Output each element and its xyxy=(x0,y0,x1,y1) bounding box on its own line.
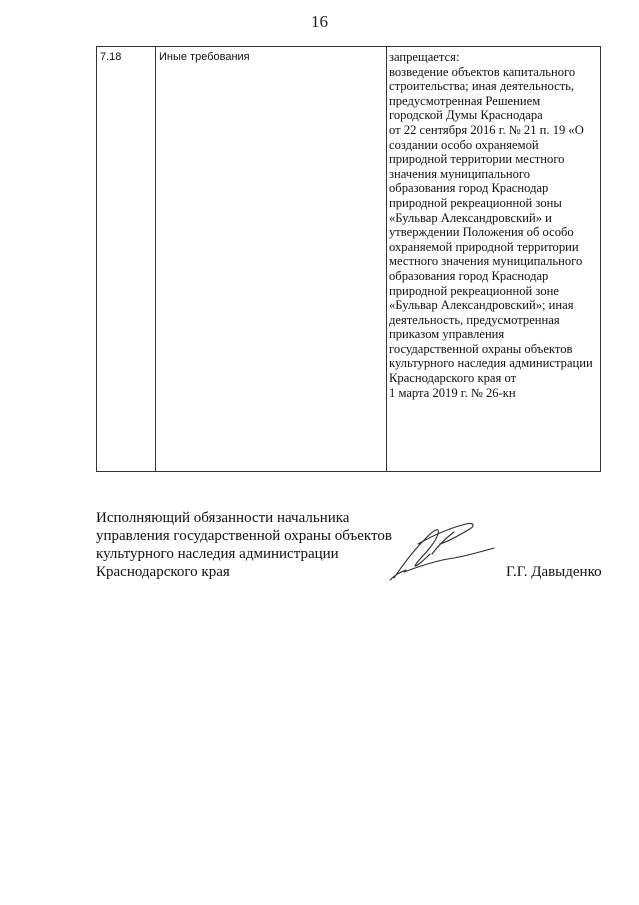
title-line: Исполняющий обязанности начальника xyxy=(96,510,350,526)
text-line: природной рекреационной зоне xyxy=(389,283,559,298)
text-line: предусмотренная Решением xyxy=(389,93,541,108)
requirements-table xyxy=(96,46,601,472)
text-line: деятельность, предусмотренная xyxy=(389,312,560,327)
text-line: природной территории местного xyxy=(389,152,565,167)
text-line: запрещается: xyxy=(389,50,460,64)
text-line: «Бульвар Александровский»; иная xyxy=(389,298,574,313)
text-line: значения муниципального xyxy=(389,166,531,181)
text-line: создании особо охраняемой xyxy=(389,137,539,152)
title-line: культурного наследия администрации xyxy=(96,546,339,562)
handwritten-signature xyxy=(380,514,500,584)
text-line: возведение объектов капитального xyxy=(389,64,576,79)
text-line: городской Думы Краснодара xyxy=(389,108,543,123)
text-line: утверждении Положения об особо xyxy=(389,225,574,240)
text-line: культурного наследия администрации xyxy=(389,356,593,371)
text-line: приказом управления xyxy=(389,327,505,342)
signatory-name: Г.Г. Давыденко xyxy=(506,564,602,580)
text-line: Краснодарского края от xyxy=(389,371,517,386)
text-line: местного значения муниципального xyxy=(389,254,583,269)
text-line: от 22 сентября 2016 г. № 21 п. 19 «О xyxy=(389,122,584,137)
page-number: 16 xyxy=(311,12,328,31)
text-line: строительства; иная деятельность, xyxy=(389,79,575,94)
item-label: Иные требования xyxy=(156,47,387,472)
item-text xyxy=(387,47,601,472)
text-line: образования город Краснодар xyxy=(389,181,549,196)
text-line: образования город Краснодар xyxy=(389,268,549,283)
text-line: охраняемой природной территории xyxy=(389,239,579,254)
title-line: управления государственной охраны объектов xyxy=(96,528,392,544)
text-line: государственной охраны объектов xyxy=(389,341,573,356)
table-row xyxy=(97,47,601,472)
text-line: 1 марта 2019 г. № 26-кн xyxy=(389,385,516,400)
text-line: природной рекреационной зоны xyxy=(389,195,562,210)
signatory-title xyxy=(96,509,392,581)
text-line: «Бульвар Александровский» и xyxy=(389,210,552,225)
title-line: Краснодарского края xyxy=(96,564,230,580)
item-number: 7.18 xyxy=(97,47,156,472)
